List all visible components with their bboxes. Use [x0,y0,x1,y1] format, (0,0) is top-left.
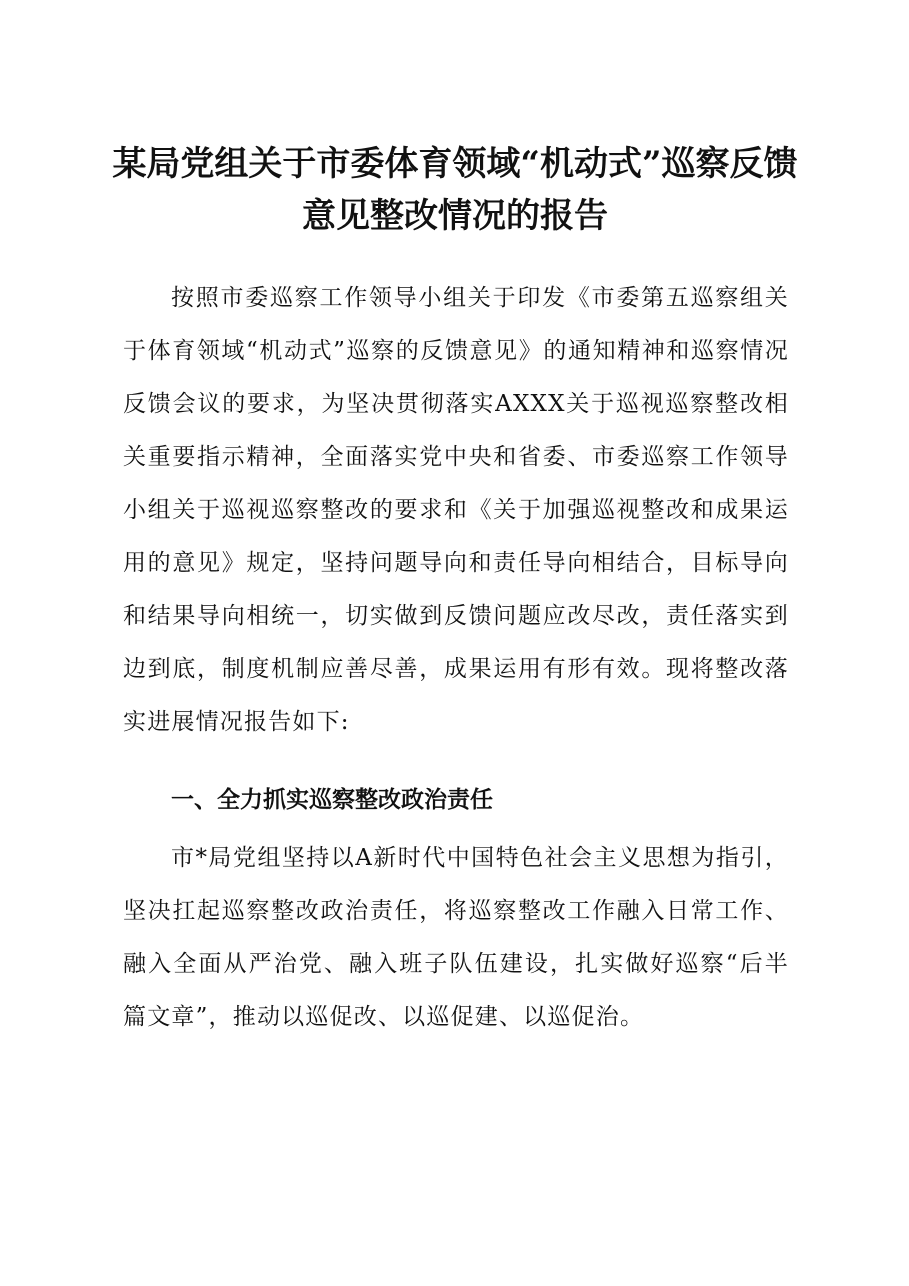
section-paragraph: 市*局党组坚持以A新时代中国特色社会主义思想为指引，坚决扛起巡察整改政治责任，将巡察整改工作融入日常工作、融入全面从严治党、融入班子队伍建设，扎实做好巡察“后半篇文章”，推动以巡促改、以巡促建、以巡促治。 [123,845,789,1030]
intro-paragraph: 按照市委巡察工作领导小组关于印发《市委第五巡察组关于体育领域“机动式”巡察的反馈意见》的通知精神和巡察情况反馈会议的要求，为坚决贯彻落实AXXX关于巡视巡察整改相关重要指示精神，全面落实党中央和省委、市委巡察工作领导小组关于巡视巡察整改的要求和《关于加强巡视整改和成果运用的意见》规定，坚持问题导向和责任导向相结合，目标导向和结果导向相统一，切实做到反馈问题应改尽改，责任落实到边到底，制度机制应善尽善，成果运用有形有效。现将整改落实进展情况报告如下: [123,285,789,735]
document-title: 某局党组关于市委体育领域“机动式”巡察反馈意见整改情况的报告 [112,144,798,236]
section-heading: 一、全力抓实巡察整改政治责任 [171,787,493,813]
